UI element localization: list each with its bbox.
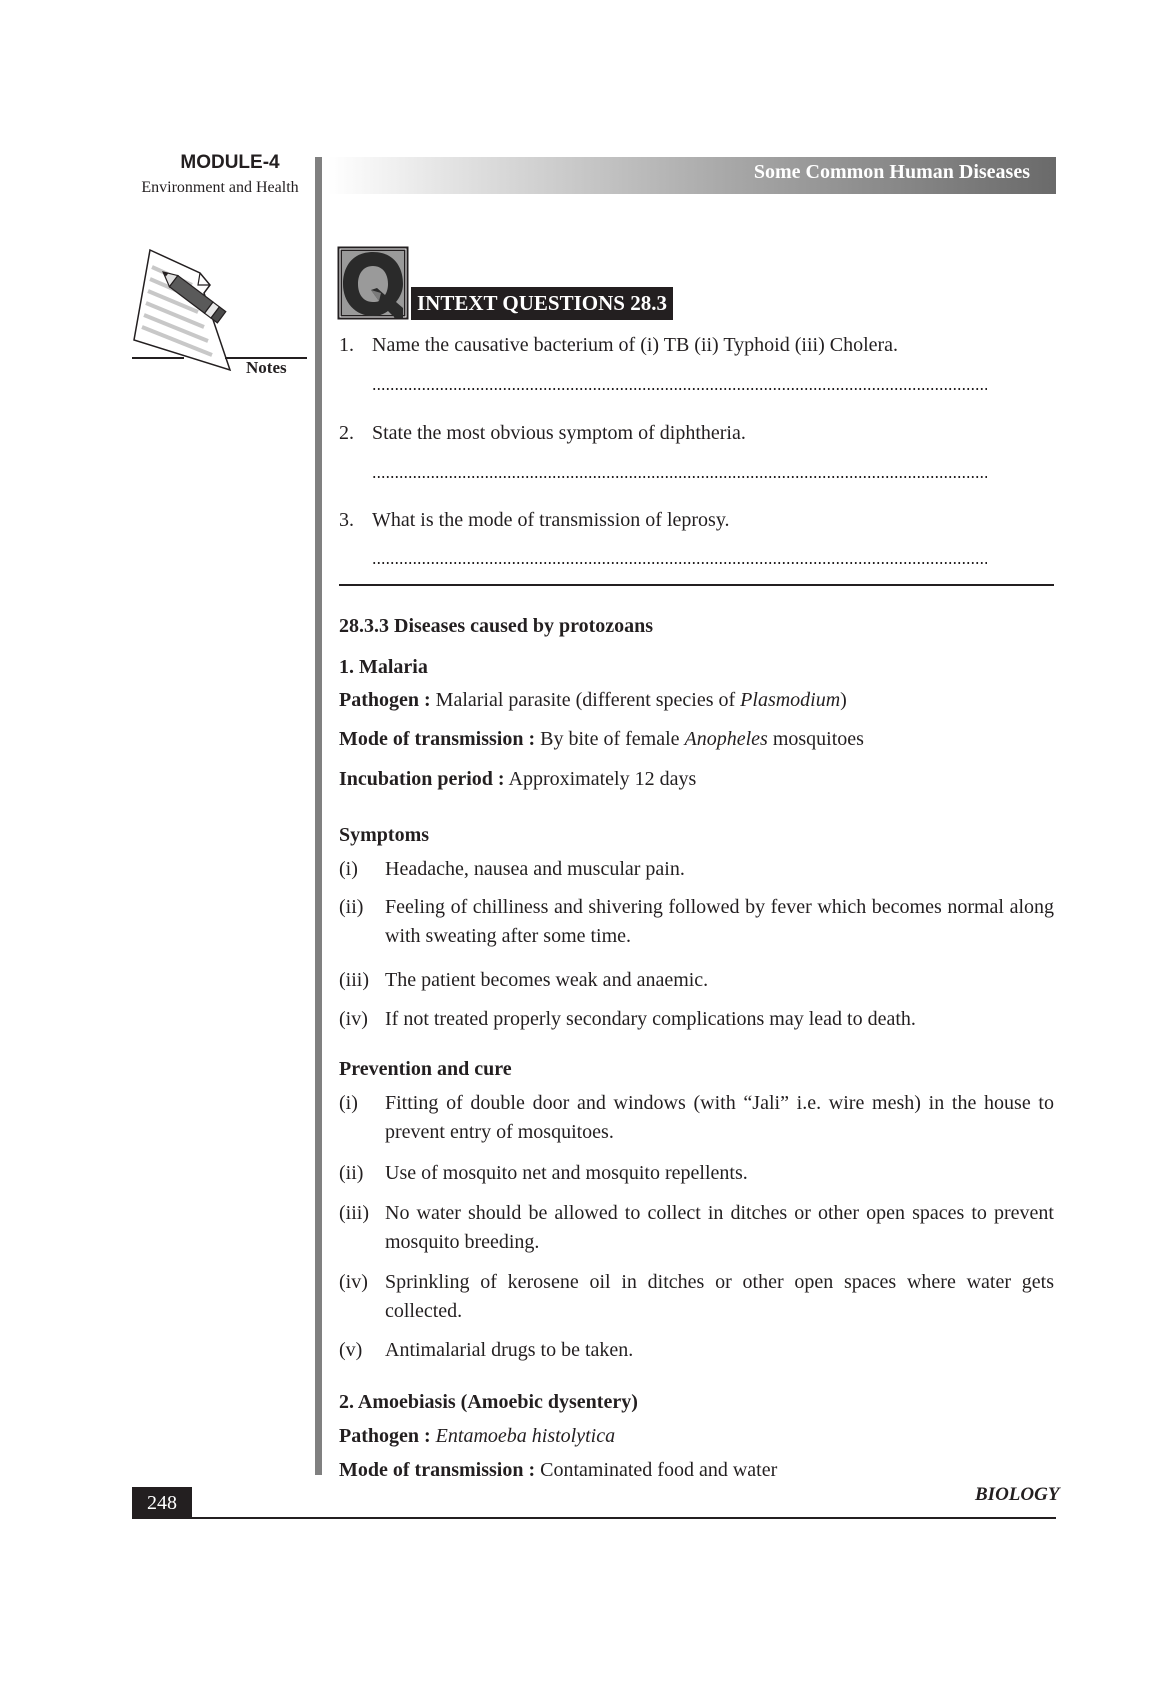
footer-subject: BIOLOGY <box>975 1484 1060 1505</box>
chapter-title: Some Common Human Diseases <box>753 161 1030 183</box>
answer-line-2[interactable] <box>372 476 987 478</box>
amoebiasis-pathogen <box>339 1424 1054 1448</box>
notepad-pencil-icon <box>132 245 242 375</box>
module-subtitle: Environment and Health <box>141 179 299 196</box>
transmission-label: Mode of transmission : <box>339 728 536 750</box>
amoebiasis-transmission <box>339 1458 1054 1482</box>
question-2 <box>339 422 746 445</box>
question-text: What is the mode of transmission of leprosy. <box>372 509 730 531</box>
symptom-item: (i) Headache, nausea and muscular pain. <box>339 858 685 880</box>
prevention-item: (iii) No water should be allowed to collect in ditches or other open spaces to prevent mosquito breeding. <box>339 1202 1054 1253</box>
page-number: 248 <box>132 1487 192 1519</box>
notes-rule-left <box>132 357 184 359</box>
question-number: 1. <box>339 334 354 356</box>
q-question-icon <box>337 246 409 320</box>
section-heading: 28.3.3 Diseases caused by protozoans <box>339 615 654 637</box>
symptom-item: (iii) The patient becomes weak and anaemic. <box>339 969 709 991</box>
prevention-item: (i) Fitting of double door and windows (with “Jali” i.e. wire mesh) in the house to prevent entry of mosquitoes. <box>339 1092 1054 1143</box>
notes-label: Notes <box>246 358 287 377</box>
pathogen-genus: Plasmodium <box>740 689 841 711</box>
transmission-text: Contaminated food and water <box>540 1459 778 1481</box>
chapter-header-bar <box>328 157 1056 194</box>
intext-questions-title: INTEXT QUESTIONS 28.3 <box>411 287 673 320</box>
incubation-label: Incubation period : <box>339 768 505 790</box>
malaria-pathogen <box>339 688 1054 712</box>
question-number: 2. <box>339 422 354 444</box>
symptom-item: (ii) Feeling of chilliness and shivering followed by fever which becomes normal along with sweating after some time. <box>339 896 1054 947</box>
pathogen-text: Malarial parasite (different species of Plasmodium) <box>435 689 847 711</box>
question-number: 3. <box>339 509 354 531</box>
prevention-item: (iv) Sprinkling of kerosene oil in ditches or other open spaces where water gets collected. <box>339 1271 1054 1322</box>
transmission-text: By bite of female Anopheles mosquitoes <box>540 728 864 750</box>
answer-line-1[interactable] <box>372 388 987 390</box>
malaria-title: 1. Malaria <box>339 656 428 678</box>
footer-rule <box>132 1517 1056 1519</box>
symptom-item: (iv) If not treated properly secondary complications may lead to death. <box>339 1008 916 1030</box>
question-text: Name the causative bacterium of (i) TB (ii) Typhoid (iii) Cholera. <box>372 334 899 356</box>
vector-genus: Anopheles <box>684 728 768 750</box>
question-3 <box>339 509 730 532</box>
margin-divider-bar <box>315 157 322 1475</box>
malaria-incubation <box>339 767 1054 791</box>
amoebiasis-title: 2. Amoebiasis (Amoebic dysentery) <box>339 1391 638 1413</box>
question-text: State the most obvious symptom of diphtheria. <box>372 422 746 444</box>
pathogen-label: Pathogen : <box>339 689 431 711</box>
prevention-item: (ii) Use of mosquito net and mosquito repellents. <box>339 1162 748 1184</box>
answer-line-3[interactable] <box>372 562 987 564</box>
pathogen-label: Pathogen : <box>339 1425 431 1447</box>
pathogen-species: Entamoeba histolytica <box>435 1425 616 1447</box>
transmission-label: Mode of transmission : <box>339 1459 536 1481</box>
question-1 <box>339 334 898 357</box>
section-divider <box>339 584 1054 586</box>
incubation-text: Approximately 12 days <box>508 768 697 790</box>
module-title: MODULE-4 <box>180 152 280 173</box>
prevention-heading: Prevention and cure <box>339 1058 512 1080</box>
symptoms-heading: Symptoms <box>339 824 430 846</box>
malaria-transmission <box>339 727 1054 751</box>
prevention-item: (v) Antimalarial drugs to be taken. <box>339 1339 634 1361</box>
